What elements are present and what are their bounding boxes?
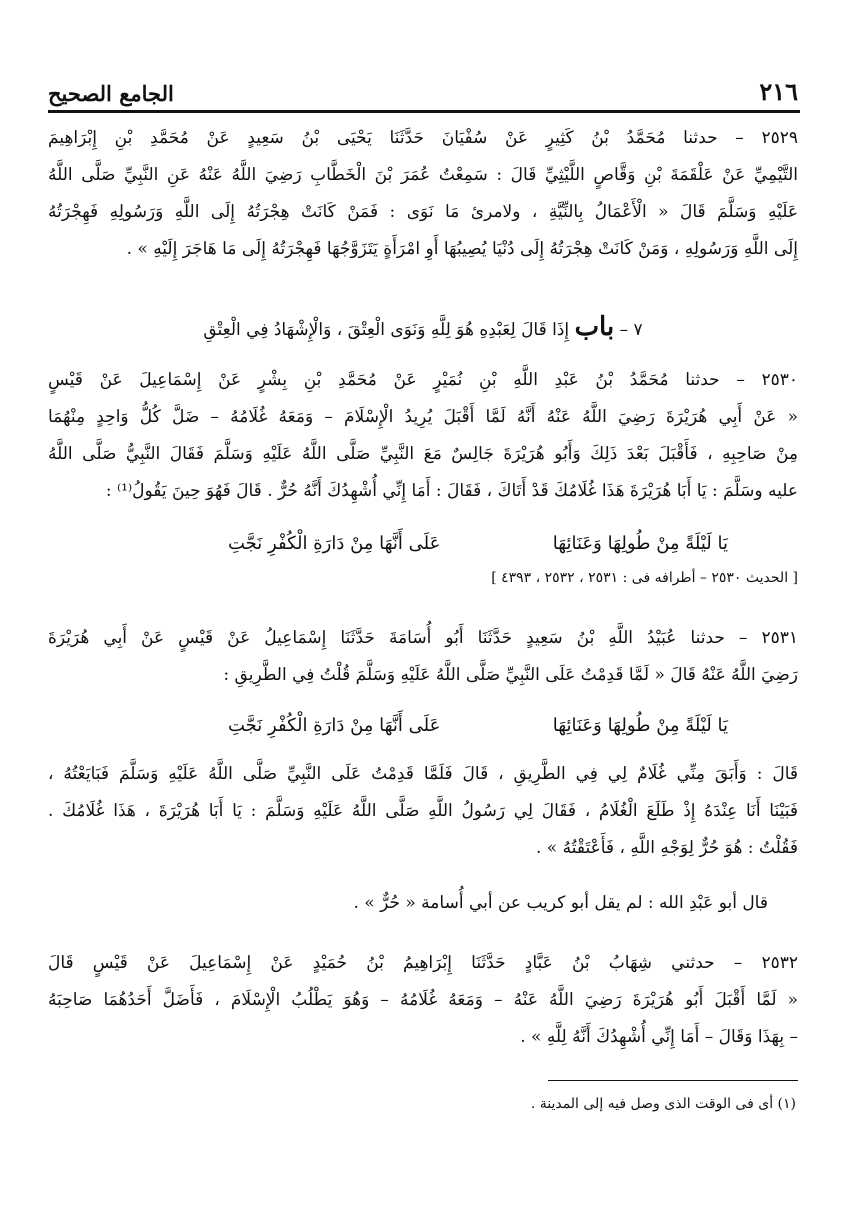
hadith-2529 <box>48 120 798 268</box>
page-number: ٢١٦ <box>759 77 798 106</box>
chapter-title: إِذَا قَالَ لِعَبْدِهِ هُوَ لِلَّهِ وَنَوَى الْعِتْقَ ، وَالْإِشْهَادُ فِي الْعِتْقِ <box>203 320 570 340</box>
book-title: الجامع الصحيح <box>48 81 174 106</box>
poem-hemistich-left: عَلَى أَنَّهَا مِنْ دَارَةِ الْكُفْرِ نَجَّتِ <box>228 715 441 736</box>
chapter-number: ٧ – <box>619 320 643 340</box>
hadith-line: عَلَيْهِ وَسَلَّمَ قَالَ « الْأَعْمَالُ بِالنِّيَّةِ ، ولامرئ مَا نَوَى : فَمَنْ كَانَتْ هِجْرَتُهُ إِلَى اللَّهِ وَرَسُولِهِ فَهِجْرَتُهُ <box>48 202 798 222</box>
poem-hemistich-right: يَا لَيْلَةً مِنْ طُولِهَا وَعَنَائِهَا <box>552 715 728 736</box>
poem-hemistich-right: يَا لَيْلَةً مِنْ طُولِهَا وَعَنَائِهَا <box>552 533 728 554</box>
author-note: قال أبو عَبْدِ الله : لم يقل أبو كريب عن أبي أُسامة « حُرٌّ » . <box>353 893 768 913</box>
hadith-line: قَالَ : وَأَبَقَ مِنِّي غُلَامٌ لِي فِي الطَّرِيقِ ، قَالَ فَلَمَّا قَدِمْتُ عَلَى النَّبِيِّ صَلَّى اللَّهُ عَلَيْهِ وَسَلَّمَ فَبَايَعْتُهُ ، <box>48 764 798 784</box>
footnote: (١) أى فى الوقت الذى وصل فيه إلى المدينة . <box>530 1096 796 1112</box>
hadith-line: ٢٥٢٩ – حدثنا مُحَمَّدُ بْنُ كَثِيرٍ عَنْ سُفْيَانَ حَدَّثَنَا يَحْيَى بْنُ سَعِيدٍ عَنْ مُحَمَّدِ بْنِ إِبْرَاهِيمَ <box>48 128 798 148</box>
hadith-line: « عَنْ أَبِي هُرَيْرَةَ رَضِيَ اللَّهُ عَنْهُ أَنَّهُ لَمَّا أَقْبَلَ يُرِيدُ الْإِسْلَامَ – وَمَعَهُ غُلَامُهُ – ضَلَّ كُلُّ وَاحِدٍ مِنْهُمَا <box>48 407 798 427</box>
hadith-reference: [ الحديث ٢٥٣٠ – أطرافه فى : ٢٥٣١ ، ٢٥٣٢ ، ٤٣٩٣ ] <box>491 570 798 586</box>
hadith-line: فَبَيْنَا أَنَا عِنْدَهُ إِذْ طَلَعَ الْغُلَامُ ، فَقَالَ لِي رَسُولُ اللَّهِ صَلَّى اللَّهُ عَلَيْهِ وَسَلَّمَ : يَا أَبَا هُرَيْرَةَ ، هَذَا غُلَامُكَ . <box>48 801 798 821</box>
poem-verse <box>48 706 798 746</box>
poem-hemistich-left: عَلَى أَنَّهَا مِنْ دَارَةِ الْكُفْرِ نَجَّتِ <box>228 533 441 554</box>
hadith-line: « لَمَّا أَقْبَلَ أَبُو هُرَيْرَةَ رَضِيَ اللَّهُ عَنْهُ – وَمَعَهُ غُلَامُهُ – وَهُوَ يَطْلُبُ الْإِسْلَامَ ، فَأَضَلَّ أَحَدُهُمَا صَاحِبَهُ <box>48 990 798 1010</box>
hadith-line: ٢٥٣٠ – حدثنا مُحَمَّدُ بْنُ عَبْدِ اللَّهِ بْنِ نُمَيْرٍ عَنْ مُحَمَّدِ بْنِ بِشْرٍ عَنْ إِسْمَاعِيلَ عَنْ قَيْسٍ <box>48 370 798 390</box>
chapter-label: باب <box>574 312 615 342</box>
hadith-line: ٢٥٣١ – حدثنا عُبَيْدُ اللَّهِ بْنُ سَعِيدٍ حَدَّثَنَا أَبُو أُسَامَةَ حَدَّثَنَا إِسْمَاعِيلُ عَنْ قَيْسٍ عَنْ أَبِي هُرَيْرَةَ <box>48 628 798 648</box>
hadith-line: عليه وسَلَّمَ : يَا أَبَا هُرَيْرَةَ هَذَا غُلَامُكَ قَدْ أَتَاكَ ، فَقَالَ : أَمَا إِنِّي أُشْهِدُكَ أَنَّهُ حُرٌّ . قَالَ فَهُوَ حِينَ يَقُولُ⁽¹⁾ : <box>105 481 798 501</box>
hadith-line: – بِهَذَا وَقَالَ – أَمَا إِنِّي أُشْهِدُكَ أَنَّهُ لِلَّهِ » . <box>520 1027 798 1047</box>
hadith-line: إِلَى اللَّهِ وَرَسُولِهِ ، وَمَنْ كَانَتْ هِجْرَتُهُ إِلَى دُنْيَا يُصِيبُهَا أَوِ امْرَأَةٍ يَتَزَوَّجُهَا فَهِجْرَتُهُ إِلَى مَا هَاجَرَ إِلَيْهِ » . <box>126 239 798 259</box>
hadith-line: رَضِيَ اللَّهُ عَنْهُ قَالَ « لَمَّا قَدِمْتُ عَلَى النَّبِيِّ صَلَّى اللَّهُ عَلَيْهِ وَسَلَّمَ قُلْتُ فِي الطَّرِيقِ : <box>223 665 798 685</box>
hadith-line: مِنْ صَاحِبِهِ ، فَأَقْبَلَ بَعْدَ ذَلِكَ وَأَبُو هُرَيْرَةَ جَالِسٌ مَعَ النَّبِيِّ صَلَّى اللَّهُ عَلَيْهِ وَسَلَّمَ فَقَالَ النَّبِيُّ صَلَّى اللَّهُ <box>48 444 798 464</box>
hadith-2531 <box>48 620 798 922</box>
hadith-2530 <box>48 362 798 592</box>
hadith-line: فَقُلْتُ : هُوَ حُرٌّ لِوَجْهِ اللَّهِ ، فَأَعْتَقْتُهُ » . <box>536 838 798 858</box>
hadith-line: التَّيْمِيِّ عَنْ عَلْقَمَةَ بْنِ وَقَّاصٍ اللَّيْثِيِّ قَالَ : سَمِعْتُ عُمَرَ بْنَ الْخَطَّابِ رَضِيَ اللَّهُ عَنْهُ عَنِ النَّبِيِّ صَلَّى اللَّهُ <box>48 165 798 185</box>
header-rule <box>48 110 800 113</box>
poem-verse <box>48 524 798 564</box>
footnote-rule <box>548 1080 798 1081</box>
chapter-heading <box>48 305 798 352</box>
hadith-2532 <box>48 945 798 1056</box>
hadith-line: ٢٥٣٢ – حدثني شِهَابُ بْنُ عَبَّادٍ حَدَّثَنَا إِبْرَاهِيمُ بْنُ حُمَيْدٍ عَنْ إِسْمَاعِيلَ عَنْ قَيْسٍ قَالَ <box>48 953 798 973</box>
page-header <box>48 72 798 106</box>
